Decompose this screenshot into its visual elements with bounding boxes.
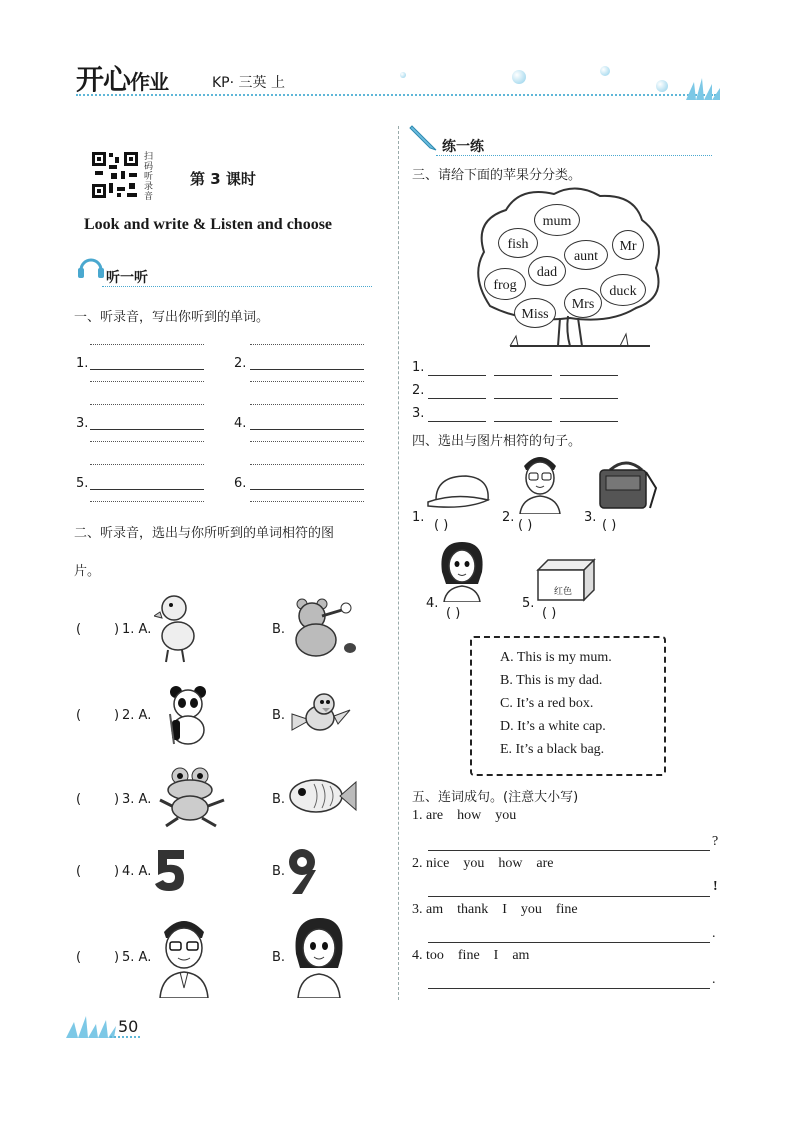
apple-word: duck xyxy=(609,284,637,299)
brand-small: 作业 xyxy=(130,70,169,94)
answer-line[interactable] xyxy=(428,421,486,422)
edition-label: KP· 三英 上 xyxy=(212,75,285,91)
bubble-decoration xyxy=(600,66,610,76)
answer-line[interactable] xyxy=(494,375,552,376)
listen-heading-rule xyxy=(102,286,372,287)
guide-line xyxy=(90,464,204,465)
duck-picture-icon[interactable] xyxy=(154,592,198,664)
apple-item xyxy=(564,288,602,318)
page-number: 50 xyxy=(118,1017,139,1036)
answer-line[interactable] xyxy=(90,489,204,490)
q3-row-number: 3. xyxy=(412,406,425,421)
apple-item xyxy=(484,268,526,300)
lesson-title: 第 3 课时 xyxy=(190,170,256,188)
guide-line xyxy=(250,344,364,345)
q5-words: 1. are how you xyxy=(412,808,517,823)
option-line: B. This is my dad. xyxy=(500,673,603,688)
bubble-decoration xyxy=(656,80,668,92)
header-rule xyxy=(76,94,716,96)
q5-end-punct: . xyxy=(712,926,716,941)
answer-paren[interactable]: ( ) xyxy=(434,518,449,533)
apple-word: frog xyxy=(493,278,517,293)
cap-picture-icon[interactable] xyxy=(426,470,494,514)
answer-paren-close: ) xyxy=(114,864,120,879)
options-box xyxy=(470,636,666,776)
option-line: A. This is my mum. xyxy=(500,650,612,665)
answer-line[interactable] xyxy=(428,988,710,989)
apple-item xyxy=(612,230,644,260)
q5-end-punct: ! xyxy=(713,879,718,894)
woman-picture-icon[interactable] xyxy=(288,914,350,998)
scan-hint: 扫码听录音 xyxy=(144,152,154,202)
q3-row-number: 2. xyxy=(412,383,425,398)
q1-item-number: 3. xyxy=(76,416,89,431)
guide-line xyxy=(90,381,204,382)
answer-paren[interactable]: ( ) xyxy=(518,518,533,533)
option-line: C. It’s a red box. xyxy=(500,696,594,711)
option-b-label: B. xyxy=(272,708,286,723)
answer-line[interactable] xyxy=(90,429,204,430)
answer-line[interactable] xyxy=(90,369,204,370)
apple-item xyxy=(528,256,566,286)
q4-item-number: 1. xyxy=(412,510,425,525)
five-picture-icon[interactable] xyxy=(154,848,186,892)
option-line: D. It’s a white cap. xyxy=(500,719,606,734)
frog-picture-icon[interactable] xyxy=(156,766,228,828)
answer-line[interactable] xyxy=(494,421,552,422)
qr-code-icon[interactable] xyxy=(91,151,139,199)
apple-word: dad xyxy=(536,265,558,280)
pencil-icon xyxy=(408,122,438,152)
q2-row-label: 3. A. xyxy=(122,792,152,807)
answer-line[interactable] xyxy=(560,375,618,376)
answer-paren-close: ) xyxy=(114,622,120,637)
panda-picture-icon[interactable] xyxy=(164,684,212,746)
footer-grass-icon xyxy=(66,1016,116,1038)
apple-item xyxy=(534,204,580,236)
q1-title: 一、听录音，写出你听到的单词。 xyxy=(74,310,270,325)
apple-word: fish xyxy=(507,237,529,252)
listen-heading: 听一听 xyxy=(106,270,148,286)
guide-line xyxy=(90,344,204,345)
guide-line xyxy=(250,381,364,382)
answer-paren-close: ) xyxy=(114,792,120,807)
brand-big: 开心 xyxy=(76,63,131,96)
q2-row-label: 4. A. xyxy=(122,864,152,879)
q2-title-line2: 片。 xyxy=(74,564,101,579)
option-b-label: B. xyxy=(272,792,286,807)
answer-paren-open: ( xyxy=(76,708,82,723)
answer-line[interactable] xyxy=(250,489,364,490)
answer-paren-close: ) xyxy=(114,708,120,723)
option-b-label: B. xyxy=(272,622,286,637)
answer-paren-open: ( xyxy=(76,864,82,879)
q5-words: 2. nice you how are xyxy=(412,856,554,871)
answer-line[interactable] xyxy=(428,942,710,943)
answer-line[interactable] xyxy=(250,429,364,430)
bubble-decoration xyxy=(512,70,526,84)
answer-paren-open: ( xyxy=(76,950,82,965)
q5-words: 4. too fine I am xyxy=(412,948,530,963)
answer-line[interactable] xyxy=(428,850,710,851)
man-picture-icon[interactable] xyxy=(154,914,214,998)
bear-picture-icon[interactable] xyxy=(288,596,360,660)
q1-item-number: 2. xyxy=(234,356,247,371)
answer-line[interactable] xyxy=(428,375,486,376)
q2-title-line1: 二、听录音，选出与你所听到的单词相符的图 xyxy=(74,526,335,541)
apple-word: Mr xyxy=(619,239,637,254)
q4-item-number: 5. xyxy=(522,596,535,611)
answer-paren[interactable]: ( ) xyxy=(602,518,617,533)
practice-heading-rule xyxy=(436,155,712,156)
apple-word: aunt xyxy=(573,249,599,264)
q2-row-label: 5. A. xyxy=(122,950,152,965)
answer-line[interactable] xyxy=(560,421,618,422)
q5-title: 五、连词成句。(注意大小写) xyxy=(412,790,579,805)
q5-end-punct: ? xyxy=(712,834,719,849)
q2-row-label: 1. A. xyxy=(122,622,152,637)
box-label: 红色 xyxy=(554,587,573,597)
answer-paren[interactable]: ( ) xyxy=(446,606,461,621)
fish-picture-icon[interactable] xyxy=(288,776,358,816)
practice-heading: 练一练 xyxy=(442,139,484,155)
bubble-decoration xyxy=(400,72,406,78)
bag-picture-icon[interactable] xyxy=(596,458,658,510)
guide-line xyxy=(90,441,204,442)
q4-item-number: 2. xyxy=(502,510,515,525)
nine-picture-icon[interactable] xyxy=(288,848,318,894)
option-line: E. It’s a black bag. xyxy=(500,742,605,757)
q2-row-label: 2. A. xyxy=(122,708,152,723)
mum-picture-icon[interactable] xyxy=(436,540,488,602)
q4-item-number: 4. xyxy=(426,596,439,611)
q1-item-number: 6. xyxy=(234,476,247,491)
option-b-label: B. xyxy=(272,950,286,965)
option-b-label: B. xyxy=(272,864,286,879)
headphones-icon xyxy=(76,252,106,282)
q3-row-number: 1. xyxy=(412,360,425,375)
answer-line[interactable] xyxy=(560,398,618,399)
q1-item-number: 1. xyxy=(76,356,89,371)
lesson-subtitle: Look and write & Listen and choose xyxy=(84,216,333,233)
answer-line[interactable] xyxy=(428,398,486,399)
answer-line[interactable] xyxy=(428,896,710,897)
q1-item-number: 4. xyxy=(234,416,247,431)
q5-end-punct: . xyxy=(712,972,716,987)
q4-item-number: 3. xyxy=(584,510,597,525)
apple-word: mum xyxy=(542,214,572,229)
apple-word: Mrs xyxy=(571,297,595,312)
bird-picture-icon[interactable] xyxy=(288,686,352,744)
guide-line xyxy=(90,404,204,405)
grass-decoration-icon xyxy=(686,78,722,100)
q3-title: 三、请给下面的苹果分分类。 xyxy=(412,168,582,183)
answer-paren-open: ( xyxy=(76,622,82,637)
apple-item xyxy=(514,298,556,328)
apple-word: Miss xyxy=(521,307,549,322)
apple-item xyxy=(498,228,538,258)
dad-picture-icon[interactable] xyxy=(516,452,564,514)
q4-title: 四、选出与图片相符的句子。 xyxy=(412,434,582,449)
answer-paren-close: ) xyxy=(114,950,120,965)
apple-item xyxy=(564,240,608,270)
answer-line[interactable] xyxy=(250,369,364,370)
guide-line xyxy=(250,501,364,502)
q1-item-number: 5. xyxy=(76,476,89,491)
guide-line xyxy=(250,441,364,442)
brand-title xyxy=(76,58,168,98)
answer-paren-open: ( xyxy=(76,792,82,807)
guide-line xyxy=(250,464,364,465)
apple-item xyxy=(600,274,646,306)
guide-line xyxy=(250,404,364,405)
q5-words: 3. am thank I you fine xyxy=(412,902,578,917)
guide-line xyxy=(90,501,204,502)
footer-rule xyxy=(110,1036,140,1038)
answer-paren[interactable]: ( ) xyxy=(542,606,557,621)
answer-line[interactable] xyxy=(494,398,552,399)
column-divider xyxy=(398,126,399,1000)
